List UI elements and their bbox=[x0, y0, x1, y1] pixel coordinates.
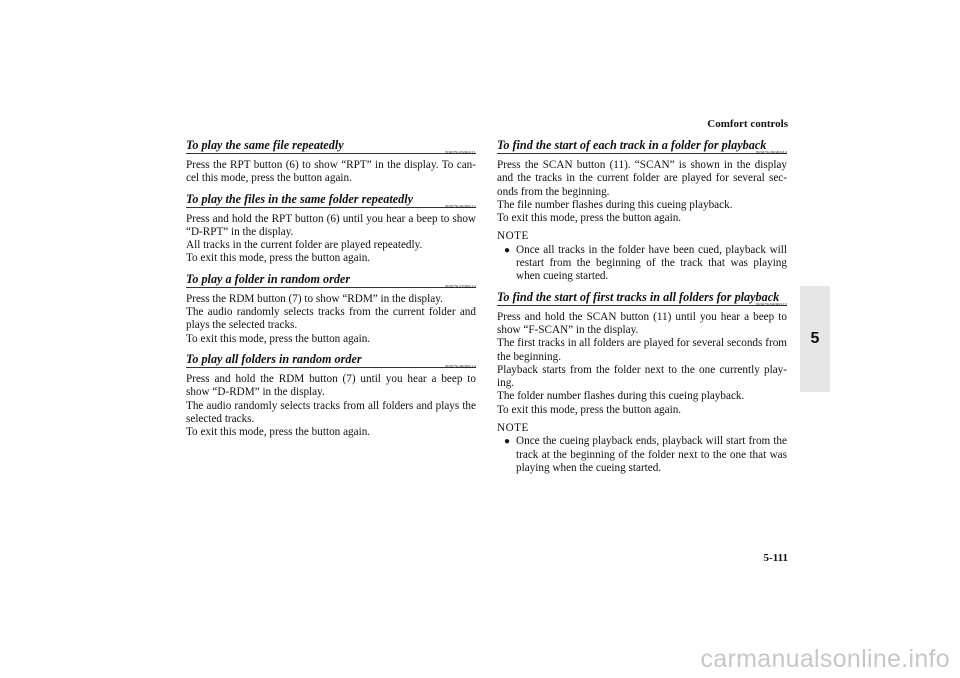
paragraph: Playback starts from the folder next to the one currently play-ing. bbox=[497, 363, 787, 390]
section-code: N00764500011 bbox=[445, 150, 476, 155]
paragraph: The folder number flashes during this cueing playback. bbox=[497, 390, 745, 403]
section-body bbox=[497, 159, 787, 225]
section-code: N00765000013 bbox=[756, 301, 787, 307]
section-scan-folder bbox=[497, 136, 787, 284]
heading-text: To play a folder in random order bbox=[186, 271, 351, 286]
paragraph: The file number flashes during this cueing playback. bbox=[497, 198, 733, 211]
section-repeat-folder bbox=[186, 190, 476, 266]
page-number: 5-111 bbox=[763, 552, 788, 564]
heading-text: To play all folders in random order bbox=[186, 351, 362, 366]
paragraph: Press and hold the SCAN button (11) until you hear a beep to show “F-SCAN” in the display. bbox=[497, 310, 787, 336]
section-random-folder bbox=[186, 270, 476, 346]
bullet-icon: ● bbox=[504, 436, 511, 448]
section-body bbox=[497, 311, 787, 417]
section-heading bbox=[186, 350, 476, 368]
section-repeat-file bbox=[186, 136, 476, 186]
paragraph: Press the SCAN button (11). “SCAN” is shown in the display and the tracks in the current folder are played for several sec-onds from the beginning. bbox=[497, 159, 787, 198]
paragraph: Press and hold the RDM button (7) until you hear a beep to show “D-RDM” in the display. bbox=[186, 372, 476, 399]
left-column bbox=[186, 136, 476, 439]
paragraph: The audio randomly selects tracks from the current folder and plays the selected tracks. bbox=[186, 306, 476, 332]
paragraph: To exit this mode, press the button again. bbox=[497, 212, 682, 225]
paragraph: The first tracks in all folders are played for several seconds from the beginning. bbox=[497, 337, 787, 363]
note-item bbox=[504, 435, 787, 475]
note-item bbox=[504, 244, 787, 284]
note-label: NOTE bbox=[497, 422, 529, 435]
paragraph: To exit this mode, press the button again. bbox=[497, 403, 682, 416]
paragraph: To exit this mode, press the button again. bbox=[186, 332, 371, 345]
paragraph: To exit this mode, press the button again. bbox=[186, 252, 371, 265]
section-scan-all bbox=[497, 288, 787, 476]
note-label: NOTE bbox=[497, 230, 529, 243]
section-code: N00764600012 bbox=[445, 203, 476, 209]
heading-text: To play the same file repeatedly bbox=[186, 138, 344, 152]
paragraph: Press the RPT button (6) to show “RPT” in the display. To can-cel this mode, press the button again. bbox=[186, 159, 476, 185]
note-text: Once all tracks in the folder have been cued, playback will restart from the beginning of the track that was playing when cueing started. bbox=[516, 243, 787, 283]
page-header-title: Comfort controls bbox=[707, 118, 788, 130]
watermark: carmanualsonline.info bbox=[700, 645, 950, 673]
paragraph: All tracks in the current folder are played repeatedly. bbox=[186, 239, 423, 252]
section-heading bbox=[497, 136, 787, 154]
paragraph: Press the RDM button (7) to show “RDM” in the display. bbox=[186, 292, 443, 305]
bullet-icon: ● bbox=[504, 244, 511, 256]
note-text: Once the cueing playback ends, playback will start from the track at the beginning of the folder next to the one that was playing when the cueing started. bbox=[516, 435, 787, 474]
section-code: N00764800014 bbox=[445, 363, 476, 369]
chapter-tab bbox=[800, 286, 830, 392]
section-heading bbox=[186, 190, 476, 208]
paragraph: To exit this mode, press the button again. bbox=[186, 426, 371, 439]
section-heading bbox=[497, 288, 787, 306]
chapter-number: 5 bbox=[810, 330, 820, 347]
section-heading bbox=[186, 270, 476, 288]
paragraph: Press and hold the RPT button (6) until you hear a beep to show “D-RPT” in the display. bbox=[186, 212, 476, 238]
section-code: N00764900044 bbox=[756, 150, 787, 155]
section-heading bbox=[186, 136, 476, 154]
section-code: N00764700013 bbox=[445, 283, 476, 289]
section-random-all bbox=[186, 350, 476, 439]
paragraph: The audio randomly selects tracks from all folders and plays the selected tracks. bbox=[186, 399, 476, 425]
heading-text: To find the start of each track in a folder for playback bbox=[497, 138, 767, 152]
section-body bbox=[186, 159, 476, 186]
heading-text: To play the files in the same folder repeatedly bbox=[186, 191, 414, 206]
heading-text: To find the start of first tracks in all folders for playback bbox=[497, 289, 780, 304]
section-body bbox=[186, 373, 476, 439]
section-body bbox=[186, 213, 476, 266]
section-body bbox=[186, 293, 476, 346]
right-column bbox=[497, 136, 787, 475]
